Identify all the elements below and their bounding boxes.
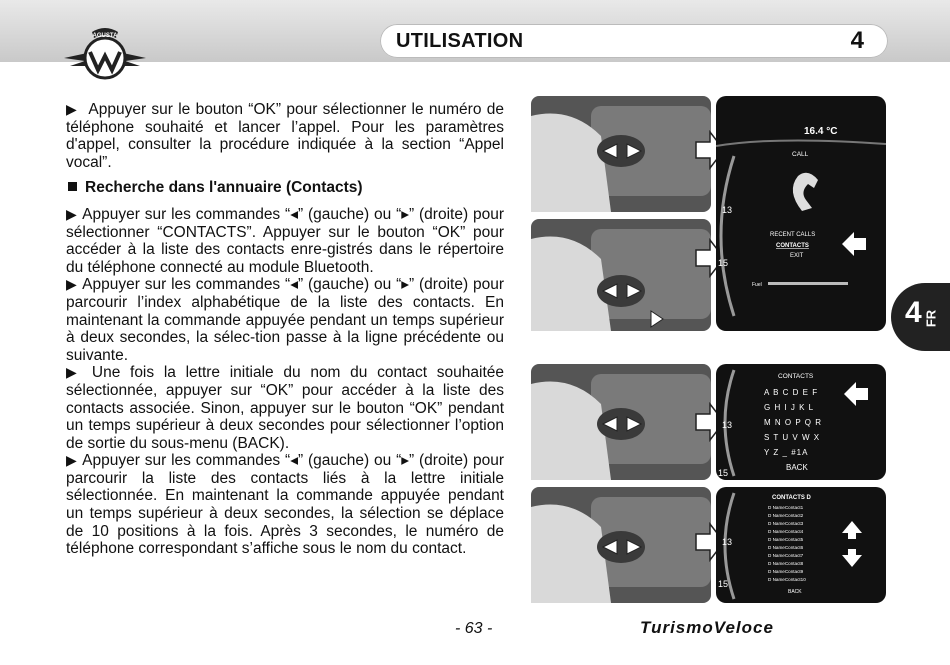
svg-text:D NameContact4: D NameContact4	[768, 529, 804, 534]
mv-agusta-logo	[62, 22, 148, 88]
svg-text:D NameContact6: D NameContact6	[768, 545, 804, 550]
svg-text:A B C D E F: A B C D E F	[764, 388, 819, 397]
svg-text:15: 15	[718, 579, 729, 589]
svg-text:D NameContact10: D NameContact10	[768, 577, 806, 582]
square-bullet-icon	[68, 182, 77, 191]
svg-text:CONTACTS D: CONTACTS D	[772, 495, 811, 501]
paragraph-2: ▶ Appuyer sur les commandes “◂” (gauche) ou “▸” (droite) pour sélectionner “CONTACTS”. Appuyer sur le bouton “OK” pour accéder à la liste des contacts enre-gistrés dans le répertoire du téléphone connecté au module Bluetooth.	[66, 205, 504, 276]
chapter-side-tab	[891, 283, 950, 351]
chapter-number: 4	[850, 27, 864, 54]
svg-text:15: 15	[718, 468, 729, 478]
paragraph-3: ▶ Appuyer sur les commandes “◂” (gauche) ou “▸” (droite) pour parcourir l’index alphabétique de la liste des contacts. En maintenant la commande appuyée pendant un temps supérieur à deux secondes, la sélec-tion passe à la ligne précédente ou suivante.	[66, 276, 504, 364]
svg-text:D NameContact7: D NameContact7	[768, 553, 804, 558]
bullet-triangle-icon: ▶	[66, 276, 78, 293]
paragraph-1: ▶ Appuyer sur le bouton “OK” pour sélectionner le numéro de téléphone souhaité et lancer l’appel. Pour les paramètres d'appel, consulter la procédure indiquée à la section “Appel vocal”.	[66, 101, 504, 171]
svg-text:D NameContact1: D NameContact1	[768, 505, 804, 510]
bullet-triangle-icon: ▶	[66, 101, 78, 117]
svg-text:15: 15	[718, 258, 729, 268]
svg-text:Fuel: Fuel	[752, 282, 762, 288]
svg-text:D NameContact2: D NameContact2	[768, 513, 804, 518]
svg-text:13: 13	[722, 205, 733, 215]
handlebar-photo-2	[531, 219, 711, 331]
handlebar-photo-4	[531, 487, 711, 603]
svg-text:BACK: BACK	[788, 589, 802, 595]
side-tab-language: FR	[923, 309, 939, 328]
svg-text:D NameContact8: D NameContact8	[768, 561, 804, 566]
dashboard-screen-call	[716, 96, 886, 331]
dashboard-screen-contact-list	[716, 487, 886, 603]
svg-text:D NameContact3: D NameContact3	[768, 521, 804, 526]
handlebar-photo-3	[531, 364, 711, 480]
section-heading: Recherche dans l'annuaire (Contacts)	[66, 179, 504, 197]
paragraph-5: ▶ Appuyer sur les commandes “◂” (gauche) ou “▸” (droite) pour parcourir la liste des contacts liés à la lettre initiale sélectionnée. En maintenant la commande appuyée pendant un temps supérieur à deux secondes, la sélection se déplace de 10 positions à la fois. Après 3 secondes, le numéro de téléphone correspondant s’affiche sous le nom du contact.	[66, 452, 504, 558]
svg-text:13: 13	[722, 537, 733, 547]
bullet-triangle-icon: ▶	[66, 364, 83, 381]
svg-text:CALL: CALL	[792, 151, 809, 158]
page-title: UTILISATION	[396, 30, 524, 52]
svg-text:CONTACTS: CONTACTS	[776, 243, 809, 249]
svg-text:Y Z _ #1A: Y Z _ #1A	[764, 448, 809, 457]
bullet-triangle-icon: ▶	[66, 452, 78, 469]
svg-text:EXIT: EXIT	[790, 253, 804, 259]
svg-text:AGUSTA: AGUSTA	[92, 33, 118, 39]
brand-logo: TurismoVeloce	[640, 618, 774, 637]
page-number: - 63 -	[455, 620, 493, 637]
svg-text:G H I J K L: G H I J K L	[764, 403, 815, 412]
bullet-triangle-icon: ▶	[66, 205, 78, 222]
svg-text:RECENT CALLS: RECENT CALLS	[770, 232, 816, 238]
svg-text:D NameContact5: D NameContact5	[768, 537, 804, 542]
side-tab-number: 4	[905, 296, 922, 329]
paragraph-4: ▶ Une fois la lettre initiale du nom du contact souhaitée sélectionnée, appuyer sur “OK” pour accéder à la liste des contacts associée. Sinon, appuyer sur le bouton “OK” pendant un temps supérieur à deux secondes pour sélectionner l’option de sortie du sous-menu (BACK).	[66, 364, 504, 452]
svg-text:13: 13	[722, 420, 733, 430]
header-title-bar	[380, 24, 888, 58]
svg-text:M N O P Q R: M N O P Q R	[764, 418, 822, 427]
svg-text:16.4 °C: 16.4 °C	[804, 126, 838, 137]
svg-text:CONTACTS: CONTACTS	[778, 373, 814, 380]
handlebar-photo-1	[531, 96, 711, 212]
svg-text:D NameContact9: D NameContact9	[768, 569, 804, 574]
svg-text:BACK: BACK	[786, 463, 808, 472]
svg-text:S T U V W X: S T U V W X	[764, 433, 821, 442]
dashboard-screen-alphabet	[716, 364, 886, 480]
body-text	[66, 101, 504, 558]
